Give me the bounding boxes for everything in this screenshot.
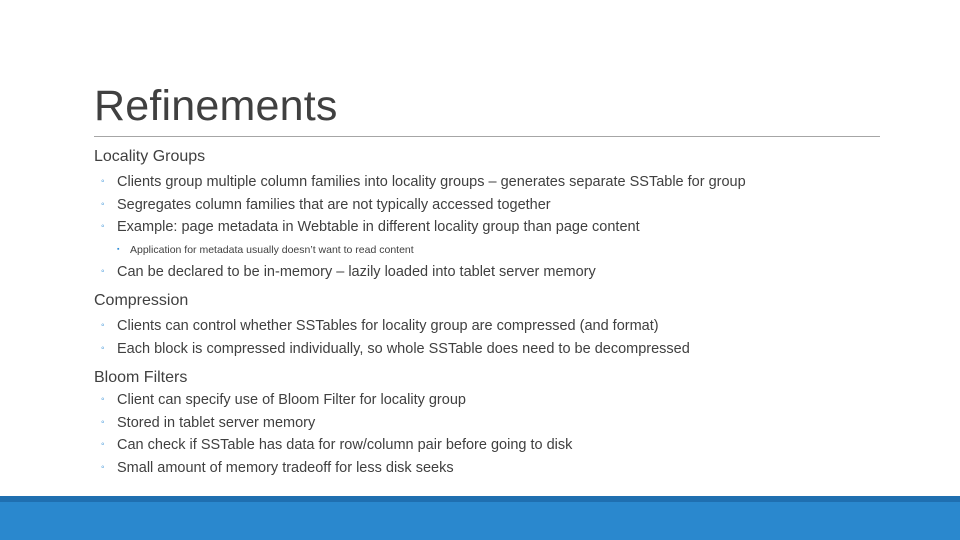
section-compression bbox=[94, 290, 894, 360]
bullet-text: Example: page metadata in Webtable in different locality group than page content bbox=[117, 219, 640, 235]
list-item bbox=[95, 338, 894, 361]
bullet-text: Segregates column families that are not typically accessed together bbox=[117, 196, 551, 213]
bullet-text: Can be declared to be in-memory – lazily loaded into tablet server memory bbox=[117, 263, 596, 280]
bullet-text: Stored in tablet server memory bbox=[117, 414, 316, 431]
list-item bbox=[95, 171, 894, 194]
bullet-list bbox=[94, 315, 894, 360]
list-item bbox=[95, 194, 894, 217]
sub-bullet-list bbox=[94, 241, 894, 259]
bullet-text: Clients group multiple column families into locality groups – generates separate SSTable for group bbox=[117, 174, 746, 190]
bullet-list bbox=[94, 171, 894, 239]
list-item bbox=[95, 315, 894, 338]
list-item bbox=[95, 412, 894, 435]
title-divider bbox=[94, 136, 880, 137]
section-heading: Locality Groups bbox=[94, 148, 206, 165]
section-locality-groups bbox=[94, 146, 894, 283]
list-item bbox=[95, 457, 894, 480]
footer-band bbox=[0, 496, 960, 540]
section-heading: Compression bbox=[94, 292, 189, 309]
footer-accent-line bbox=[0, 496, 960, 502]
sub-list-item bbox=[94, 241, 894, 259]
circle-bullet-icon: ◦ bbox=[101, 342, 105, 354]
bullet-text: Clients can control whether SSTables for locality group are compressed (and format) bbox=[117, 318, 659, 334]
bullet-text: Each block is compressed individually, so whole SSTable does need to be decompressed bbox=[117, 340, 690, 357]
list-item bbox=[95, 261, 894, 284]
list-item bbox=[95, 389, 894, 412]
circle-bullet-icon: ◦ bbox=[101, 416, 105, 428]
square-bullet-icon: ▪ bbox=[117, 245, 120, 253]
circle-bullet-icon: ◦ bbox=[101, 320, 105, 331]
circle-bullet-icon: ◦ bbox=[101, 394, 105, 405]
circle-bullet-icon: ◦ bbox=[101, 439, 105, 450]
bullet-list bbox=[94, 389, 894, 479]
circle-bullet-icon: ◦ bbox=[101, 176, 105, 187]
list-item bbox=[95, 434, 894, 457]
sub-bullet-text: Application for metadata usually doesn’t want to read content bbox=[130, 243, 414, 256]
circle-bullet-icon: ◦ bbox=[101, 221, 105, 232]
bullet-text: Small amount of memory tradeoff for less disk seeks bbox=[117, 459, 454, 476]
circle-bullet-icon: ◦ bbox=[101, 265, 105, 277]
circle-bullet-icon: ◦ bbox=[101, 461, 105, 473]
bullet-list bbox=[94, 261, 894, 284]
slide-body bbox=[94, 146, 894, 479]
section-bloom-filters bbox=[94, 367, 894, 479]
circle-bullet-icon: ◦ bbox=[101, 198, 105, 210]
section-heading: Bloom Filters bbox=[94, 369, 188, 386]
slide-title: Refinements bbox=[94, 82, 338, 130]
list-item bbox=[95, 216, 894, 239]
bullet-text: Can check if SSTable has data for row/column pair before going to disk bbox=[117, 437, 573, 453]
bullet-text: Client can specify use of Bloom Filter for locality group bbox=[117, 392, 466, 408]
